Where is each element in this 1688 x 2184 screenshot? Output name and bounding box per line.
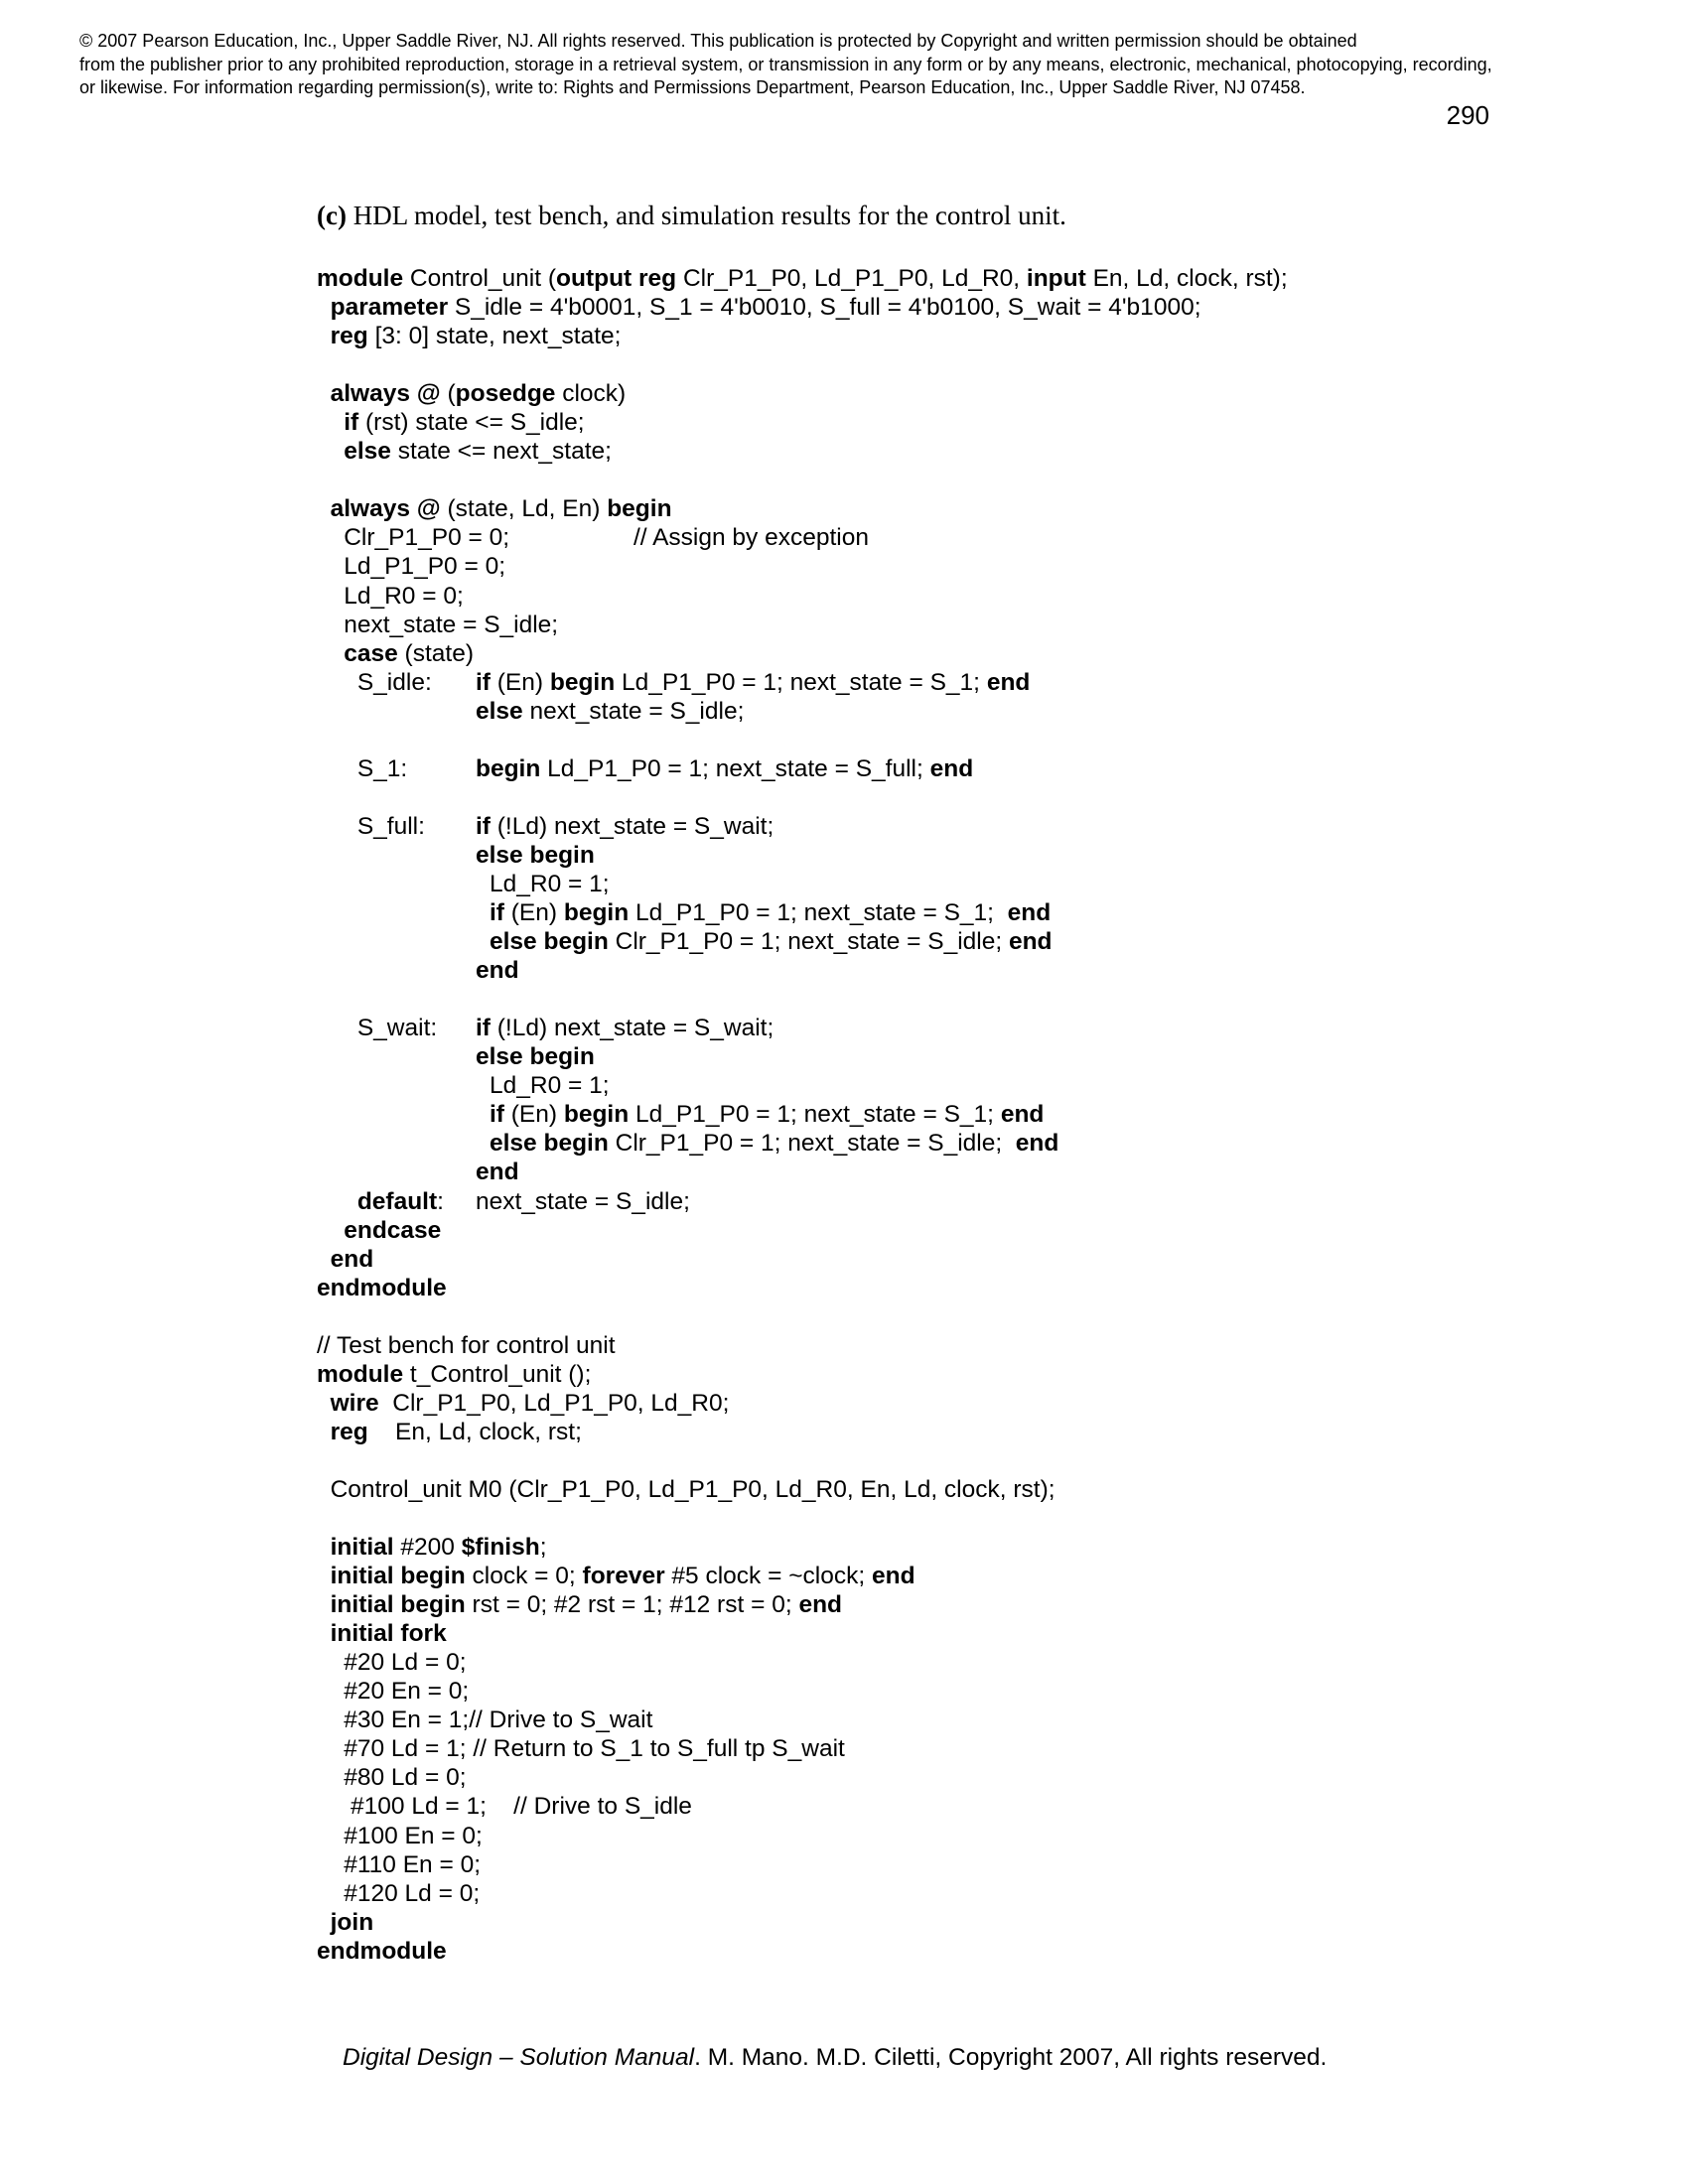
code-keyword: else begin bbox=[490, 1130, 609, 1158]
code-text: Ld_R0 = 0; bbox=[317, 582, 464, 610]
code-text: #100 Ld = 1; // Drive to S_idle bbox=[317, 1793, 692, 1821]
code-keyword: if bbox=[476, 1015, 491, 1042]
code-text: En, Ld, clock, rst); bbox=[1085, 265, 1288, 292]
code-keyword: end bbox=[1000, 1101, 1045, 1129]
code-text bbox=[317, 1245, 331, 1274]
code-keyword: end bbox=[476, 1159, 519, 1186]
code-text bbox=[317, 639, 344, 668]
code-keyword: else begin bbox=[476, 841, 595, 869]
code-keyword: end bbox=[476, 957, 519, 985]
code-keyword: reg bbox=[330, 1418, 368, 1445]
code-text: S_wait: bbox=[317, 1015, 438, 1042]
code-text: clock) bbox=[555, 380, 627, 408]
code-keyword: else begin bbox=[476, 1043, 595, 1071]
code-text: #5 clock = ~clock; bbox=[664, 1563, 872, 1590]
footer-book-title: Digital Design – Solution Manual bbox=[343, 2044, 695, 2071]
code-text: #20 En = 0; bbox=[317, 1678, 470, 1706]
code-keyword: always @ bbox=[330, 495, 441, 523]
code-keyword: posedge bbox=[455, 380, 556, 408]
code-text: // Test bench for control unit bbox=[317, 1331, 616, 1359]
code-keyword: begin bbox=[549, 668, 616, 696]
code-text: #200 bbox=[393, 1534, 462, 1562]
code-text: t_Control_unit (); bbox=[403, 1360, 592, 1388]
code-text: (En) bbox=[503, 899, 564, 927]
code-keyword: end bbox=[798, 1591, 842, 1619]
code-text bbox=[317, 1619, 331, 1648]
code-text bbox=[317, 322, 331, 350]
code-keyword: end bbox=[1008, 928, 1053, 956]
code-text: Ld_P1_P0 = 0; bbox=[317, 553, 506, 581]
code-text: #120 Ld = 0; bbox=[317, 1879, 481, 1907]
code-keyword: if bbox=[476, 812, 491, 840]
code-text: Control_unit M0 (Clr_P1_P0, Ld_P1_P0, Ld_R0, En, Ld, clock, rst); bbox=[317, 1475, 1055, 1503]
code-text: S_1: bbox=[317, 754, 408, 782]
code-text bbox=[317, 437, 344, 466]
code-text bbox=[317, 494, 331, 523]
code-text: S_idle = 4'b0001, S_1 = 4'b0010, S_full = 4'b0100, S_wait = 4'b1000; bbox=[448, 294, 1201, 322]
code-text: next_state = S_idle; bbox=[476, 1187, 690, 1215]
code-text: Ld_P1_P0 = 1; next_state = S_1; bbox=[615, 668, 987, 696]
code-text: clock = 0; bbox=[465, 1563, 583, 1590]
code-keyword: endmodule bbox=[317, 1937, 447, 1965]
code-text: S_full: bbox=[317, 812, 425, 840]
code-keyword: begin bbox=[563, 899, 630, 927]
code-keyword: initial begin bbox=[330, 1563, 466, 1590]
code-keyword: else bbox=[344, 438, 391, 466]
code-keyword: forever bbox=[582, 1563, 665, 1590]
code-keyword: if bbox=[476, 668, 491, 696]
code-keyword: reg bbox=[330, 323, 368, 350]
section-caption bbox=[317, 199, 1066, 232]
code-keyword: else bbox=[476, 697, 523, 725]
code-keyword: end bbox=[871, 1563, 915, 1590]
code-text: Ld_R0 = 1; bbox=[490, 870, 610, 897]
code-keyword: end bbox=[1007, 899, 1052, 927]
code-text bbox=[317, 1908, 331, 1937]
code-text: Clr_P1_P0, Ld_P1_P0, Ld_R0, bbox=[676, 265, 1027, 292]
code-text: (En) bbox=[490, 668, 550, 696]
code-text bbox=[317, 1562, 331, 1590]
code-text bbox=[317, 1216, 344, 1245]
code-keyword: join bbox=[330, 1908, 374, 1936]
code-keyword: input bbox=[1026, 265, 1086, 292]
code-text bbox=[317, 1187, 357, 1216]
code-text: (!Ld) next_state = S_wait; bbox=[490, 812, 774, 840]
code-text: (state, Ld, En) bbox=[440, 495, 608, 523]
code-keyword: end bbox=[330, 1245, 374, 1273]
copyright-notice bbox=[79, 30, 1628, 100]
code-keyword: endcase bbox=[344, 1216, 442, 1244]
page-footer bbox=[343, 2043, 1327, 2073]
code-text: #30 En = 1;// Drive to S_wait bbox=[317, 1706, 653, 1734]
code-text: next_state = S_idle; bbox=[317, 611, 559, 638]
code-text bbox=[317, 293, 331, 322]
code-text: rst = 0; #2 rst = 1; #12 rst = 0; bbox=[465, 1591, 799, 1619]
code-text bbox=[317, 1389, 331, 1418]
code-text: Ld_P1_P0 = 1; next_state = S_1; bbox=[629, 899, 1008, 927]
code-text bbox=[317, 379, 331, 408]
code-keyword: begin bbox=[563, 1101, 630, 1129]
code-keyword: $finish bbox=[461, 1534, 540, 1562]
code-text: (En) bbox=[503, 1101, 564, 1129]
code-text: #20 Ld = 0; bbox=[317, 1649, 467, 1677]
code-keyword: wire bbox=[330, 1389, 379, 1417]
code-text: Clr_P1_P0 = 0; bbox=[317, 524, 510, 552]
code-keyword: end bbox=[929, 754, 974, 782]
code-text: (!Ld) next_state = S_wait; bbox=[490, 1015, 774, 1042]
code-text: : bbox=[437, 1187, 444, 1215]
copyright-line: © 2007 Pearson Education, Inc., Upper Saddle River, NJ. All rights reserved. This publication is protected by Copyright and written permission should be obtained bbox=[79, 31, 1357, 51]
code-keyword: initial bbox=[330, 1534, 394, 1562]
code-text: ( bbox=[440, 380, 456, 408]
code-text: #100 En = 0; bbox=[317, 1822, 483, 1849]
code-text: ; bbox=[539, 1534, 547, 1562]
code-text: En, Ld, clock, rst; bbox=[367, 1418, 582, 1445]
page-number: 290 bbox=[1446, 100, 1489, 130]
code-keyword: begin bbox=[476, 754, 541, 782]
caption-text: HDL model, test bench, and simulation results for the control unit. bbox=[346, 201, 1066, 230]
code-text: Ld_P1_P0 = 1; next_state = S_full; bbox=[540, 754, 930, 782]
code-text: S_idle: bbox=[317, 668, 432, 696]
code-keyword: if bbox=[490, 1101, 504, 1129]
code-text bbox=[317, 408, 344, 437]
code-text: next_state = S_idle; bbox=[522, 697, 745, 725]
code-keyword: initial fork bbox=[330, 1620, 447, 1648]
code-text bbox=[317, 1418, 331, 1446]
code-text bbox=[317, 1533, 331, 1562]
footer-credits: . M. Mano. M.D. Ciletti, Copyright 2007, All rights reserved. bbox=[694, 2044, 1328, 2071]
code-text: (rst) state <= S_idle; bbox=[358, 409, 585, 437]
code-keyword: else begin bbox=[490, 928, 609, 956]
code-keyword: if bbox=[490, 899, 504, 927]
code-keyword: always @ bbox=[330, 380, 441, 408]
code-keyword: begin bbox=[607, 495, 672, 523]
code-keyword: module bbox=[317, 1360, 404, 1388]
copyright-line: or likewise. For information regarding permission(s), write to: Rights and Permissions Department, Pearson Education, Inc., Upper Saddle River, NJ 07458. bbox=[79, 77, 1306, 97]
code-text: #70 Ld = 1; // Return to S_1 to S_full tp S_wait bbox=[317, 1735, 845, 1763]
code-text: Clr_P1_P0, Ld_P1_P0, Ld_R0; bbox=[378, 1389, 730, 1417]
code-text: Control_unit ( bbox=[403, 265, 557, 292]
code-text: Clr_P1_P0 = 1; next_state = S_idle; bbox=[608, 1130, 1016, 1158]
code-text: Ld_P1_P0 = 1; next_state = S_1; bbox=[629, 1101, 1001, 1129]
code-keyword: output reg bbox=[556, 265, 677, 292]
code-keyword: module bbox=[317, 265, 404, 292]
code-text: // Assign by exception bbox=[633, 524, 869, 552]
code-text: #110 En = 0; bbox=[317, 1850, 482, 1878]
code-text bbox=[317, 1590, 331, 1619]
copyright-line: from the publisher prior to any prohibited reproduction, storage in a retrieval system, or transmission in any form or by any means, electronic, mechanical, photocopying, recording, bbox=[79, 54, 1492, 74]
code-text: Ld_R0 = 1; bbox=[490, 1072, 610, 1100]
code-keyword: endmodule bbox=[317, 1274, 447, 1301]
code-text: #80 Ld = 0; bbox=[317, 1764, 467, 1792]
code-keyword: end bbox=[1015, 1130, 1059, 1158]
code-text: state <= next_state; bbox=[390, 438, 612, 466]
code-keyword: initial begin bbox=[330, 1591, 466, 1619]
code-text: Clr_P1_P0 = 1; next_state = S_idle; bbox=[608, 928, 1009, 956]
caption-label: (c) bbox=[317, 201, 347, 230]
code-text: (state) bbox=[397, 639, 474, 667]
code-keyword: case bbox=[344, 639, 398, 667]
code-keyword: end bbox=[986, 668, 1031, 696]
code-keyword: parameter bbox=[330, 294, 449, 322]
code-text: [3: 0] state, next_state; bbox=[367, 323, 622, 350]
code-keyword: if bbox=[344, 409, 359, 437]
code-keyword: default bbox=[356, 1187, 438, 1215]
